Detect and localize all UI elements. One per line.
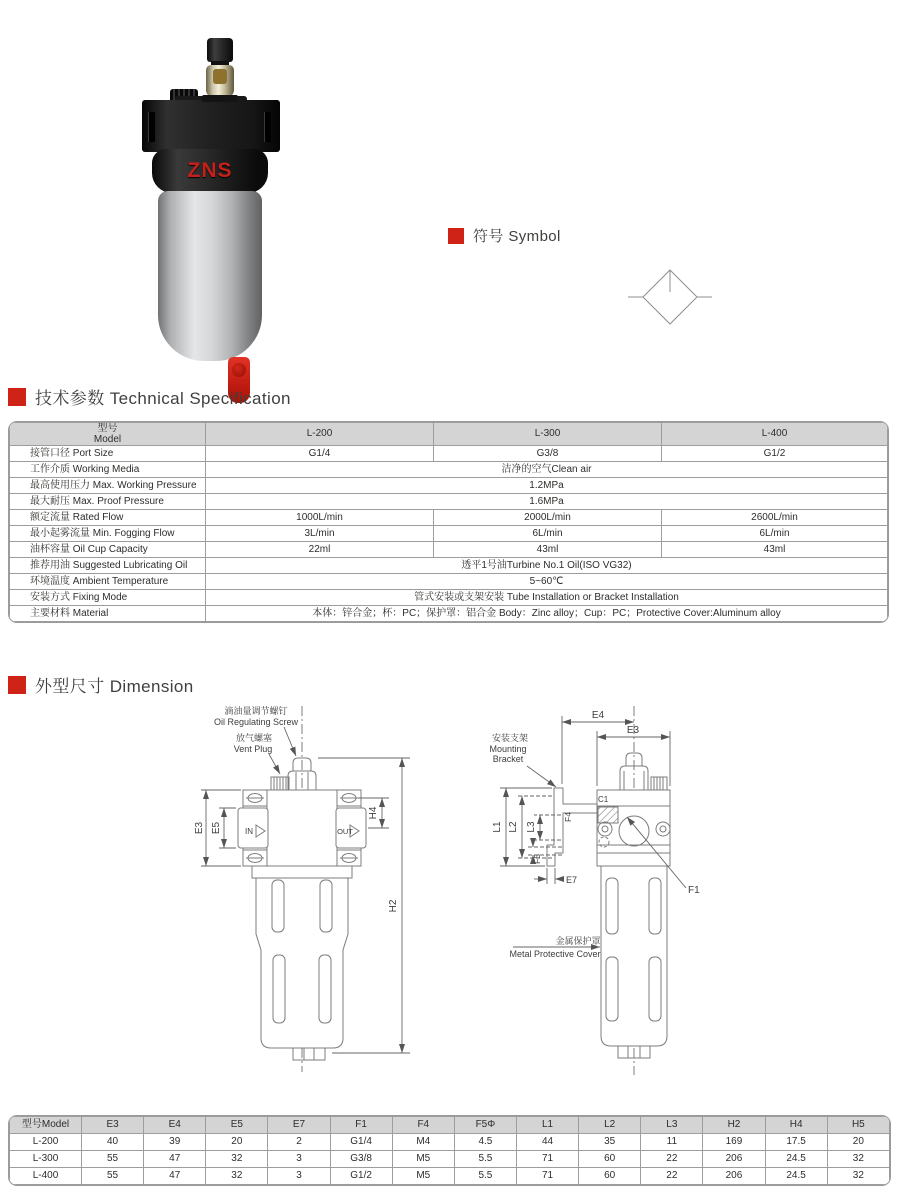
dim-cell: 71 (516, 1168, 578, 1185)
spec-table (8, 421, 889, 623)
dim-cell: 55 (82, 1151, 144, 1168)
in-label: IN (245, 827, 253, 836)
spec-model-header (10, 423, 206, 446)
spec-section-header (8, 384, 291, 409)
dim-e3-side: E3 (626, 725, 640, 736)
spec-row (10, 462, 888, 478)
dim-col-header: L2 (579, 1117, 641, 1134)
guard-cup-outline (601, 866, 667, 1046)
spec-row-label: 最高使用压力 Max. Working Pressure (10, 478, 206, 494)
oil-screw-label-en: Oil Regulating Screw (213, 717, 299, 727)
dim-cell: 206 (703, 1168, 765, 1185)
spec-row (10, 494, 888, 510)
spec-col-header: L-200 (206, 423, 434, 446)
dim-e5: E5 (211, 821, 222, 835)
bracket-label-zh: 安装支架 (491, 733, 529, 743)
oil-screw-label-zh: 滴油量调节螺钉 (224, 706, 288, 716)
dim-cell: 40 (82, 1134, 144, 1151)
model-zh: 型号 (97, 423, 118, 434)
dim-row (10, 1151, 890, 1168)
dim-col-header: F4 (392, 1117, 454, 1134)
dim-col-header: E5 (206, 1117, 268, 1134)
dim-col-header: 型号Model (10, 1117, 82, 1134)
spec-cell: 5~60℃ (206, 574, 888, 590)
dim-cell: 35 (579, 1134, 641, 1151)
dim-col-header: E4 (144, 1117, 206, 1134)
dim-col-header: E7 (268, 1117, 330, 1134)
dim-col-header: H5 (827, 1117, 889, 1134)
side-view-drawing (547, 706, 670, 1075)
dim-cell: 55 (82, 1168, 144, 1185)
dim-cell: M5 (392, 1151, 454, 1168)
spec-cell: 透平1号油Turbine No.1 Oil(ISO VG32) (206, 558, 888, 574)
dim-cell: 11 (641, 1134, 703, 1151)
model-en: Model (93, 434, 122, 445)
product-collar-ring (152, 149, 268, 193)
dim-cell: 32 (206, 1168, 268, 1185)
symbol-title: 符号 Symbol (473, 228, 561, 245)
front-view-drawing (235, 706, 366, 1072)
dim-f4: F4 (563, 812, 573, 822)
spec-row (10, 606, 888, 622)
dim-cell: 60 (579, 1168, 641, 1185)
dim-col-header: F5Φ (454, 1117, 516, 1134)
red-square-icon (448, 228, 464, 244)
dim-e3: E3 (194, 821, 205, 835)
dim-col-header: H2 (703, 1117, 765, 1134)
dim-cell: 3 (268, 1168, 330, 1185)
bracket-label-en2: Bracket (492, 754, 524, 764)
dim-e4: E4 (591, 710, 605, 721)
dim-col-header: L3 (641, 1117, 703, 1134)
product-sight-base (202, 95, 238, 102)
dim-e7: E7 (566, 875, 578, 885)
dim-h4: H4 (368, 806, 379, 820)
dim-cell: 20 (206, 1134, 268, 1151)
dim-cell: 39 (144, 1134, 206, 1151)
spec-row-label: 油杯容量 Oil Cup Capacity (10, 542, 206, 558)
lubricator-symbol-diagram (615, 258, 725, 333)
spec-col-header: L-400 (662, 423, 888, 446)
symbol-section-header (448, 225, 561, 246)
spec-cell: 3L/min (206, 526, 434, 542)
dim-cell: 24.5 (765, 1151, 827, 1168)
spec-row-label: 最大耐压 Max. Proof Pressure (10, 494, 206, 510)
bracket-label-en1: Mounting (489, 744, 527, 754)
dim-cell: M5 (392, 1168, 454, 1185)
dim-col-header: E3 (82, 1117, 144, 1134)
dim-cell: 32 (206, 1151, 268, 1168)
spec-cell: 1.6MPa (206, 494, 888, 510)
dim-cell: 5.5 (454, 1151, 516, 1168)
bracket-clamp-section (598, 807, 618, 823)
spec-row-label: 接管口径 Port Size (10, 446, 206, 462)
spec-section-title: 技术参数 Technical Specification (35, 389, 291, 408)
dim-cell: 206 (703, 1151, 765, 1168)
spec-row-label: 环境温度 Ambient Temperature (10, 574, 206, 590)
dim-cell: G1/2 (330, 1168, 392, 1185)
mounting-bracket-outline (547, 788, 597, 866)
dim-row (10, 1134, 890, 1151)
spec-row-label: 工作介质 Working Media (10, 462, 206, 478)
spec-cell: 洁净的空气Clean air (206, 462, 888, 478)
dim-cell: 24.5 (765, 1168, 827, 1185)
cover-label-zh: 金属保护罩 (555, 936, 601, 946)
brand-logo: ZNS (187, 159, 233, 182)
spec-row (10, 590, 888, 606)
dim-cell: M4 (392, 1134, 454, 1151)
spec-row (10, 574, 888, 590)
spec-row (10, 542, 888, 558)
dimension-drawings (0, 700, 900, 1100)
spec-cell: 22ml (206, 542, 434, 558)
product-body-block (142, 100, 280, 152)
spec-row-label: 安装方式 Fixing Mode (10, 590, 206, 606)
dim-col-header: H4 (765, 1117, 827, 1134)
spec-col-header: L-300 (434, 423, 662, 446)
dim-cell: L-200 (10, 1134, 82, 1151)
dim-cell: 32 (827, 1151, 889, 1168)
dim-cell: 32 (827, 1168, 889, 1185)
dim-row (10, 1168, 890, 1185)
dim-cell: 47 (144, 1151, 206, 1168)
spec-row-label: 推荐用油 Suggested Lubricating Oil (10, 558, 206, 574)
dim-cell: L-300 (10, 1151, 82, 1168)
spec-row (10, 526, 888, 542)
spec-cell: 2000L/min (434, 510, 662, 526)
spec-row (10, 558, 888, 574)
vent-plug-label-zh: 放气螺塞 (235, 733, 273, 743)
dim-cell: 60 (579, 1151, 641, 1168)
spec-cell: 43ml (434, 542, 662, 558)
spec-cell: G1/2 (662, 446, 888, 462)
dim-l3: L3 (526, 821, 537, 833)
product-oil-screw-knob (207, 38, 233, 62)
dim-cell: 20 (827, 1134, 889, 1151)
product-sight-core (213, 69, 227, 84)
spec-header-row (10, 423, 888, 446)
dim-cell: 5.5 (454, 1168, 516, 1185)
out-label: OUT (337, 827, 353, 836)
dim-cell: 4.5 (454, 1134, 516, 1151)
dim-cell: 71 (516, 1151, 578, 1168)
spec-cell: G3/8 (434, 446, 662, 462)
spec-cell: 2600L/min (662, 510, 888, 526)
dim-cell: L-400 (10, 1168, 82, 1185)
vent-plug-label-en: Vent Plug (233, 744, 273, 754)
dim-cell: 22 (641, 1151, 703, 1168)
dim-c1: C1 (598, 795, 609, 804)
product-body-slot-right (264, 112, 271, 142)
cover-label-en: Metal Protective Cover (509, 949, 601, 959)
dim-h2: H2 (388, 899, 399, 913)
dim-cell: 44 (516, 1134, 578, 1151)
spec-cell: 本体：锌合金；杯：PC；保护罩：铝合金 Body：Zinc alloy；Cup：PC；Protective Cover:Aluminum alloy (206, 606, 888, 622)
product-metal-guard-cup (158, 191, 262, 361)
spec-row (10, 478, 888, 494)
dim-cell: 22 (641, 1168, 703, 1185)
spec-cell: 43ml (662, 542, 888, 558)
spec-cell: 1.2MPa (206, 478, 888, 494)
dim-cell: G3/8 (330, 1151, 392, 1168)
dim-cell: 169 (703, 1134, 765, 1151)
spec-cell: 1000L/min (206, 510, 434, 526)
spec-row-label: 最小起雾流量 Min. Fogging Flow (10, 526, 206, 542)
red-square-icon (8, 388, 26, 406)
spec-row-label: 主要材料 Material (10, 606, 206, 622)
dimension-section-title: 外型尺寸 Dimension (35, 677, 194, 696)
spec-row-label: 额定流量 Rated Flow (10, 510, 206, 526)
spec-cell: G1/4 (206, 446, 434, 462)
dim-header-row (10, 1117, 890, 1134)
guard-cup-outline (256, 878, 348, 1048)
dim-l1: L1 (492, 821, 503, 833)
spec-row (10, 510, 888, 526)
dim-f5: F5 (532, 854, 542, 864)
spec-cell: 6L/min (434, 526, 662, 542)
dim-cell: 3 (268, 1151, 330, 1168)
dim-f1: F1 (688, 885, 700, 896)
product-body-slot-left (148, 112, 155, 142)
spec-row (10, 446, 888, 462)
dim-col-header: L1 (516, 1117, 578, 1134)
spec-cell: 6L/min (662, 526, 888, 542)
dim-cell: 17.5 (765, 1134, 827, 1151)
dimension-section-header (8, 672, 194, 697)
dim-col-header: F1 (330, 1117, 392, 1134)
dimension-table (8, 1115, 891, 1186)
dim-l2: L2 (508, 821, 519, 833)
latch-dot (232, 363, 246, 377)
dim-cell: 47 (144, 1168, 206, 1185)
in-port-plate (238, 808, 268, 848)
dim-cell: 2 (268, 1134, 330, 1151)
dim-cell: G1/4 (330, 1134, 392, 1151)
product-photo (130, 30, 330, 365)
red-square-icon (8, 676, 26, 694)
spec-cell: 管式安装或支架安装 Tube Installation or Bracket Installation (206, 590, 888, 606)
